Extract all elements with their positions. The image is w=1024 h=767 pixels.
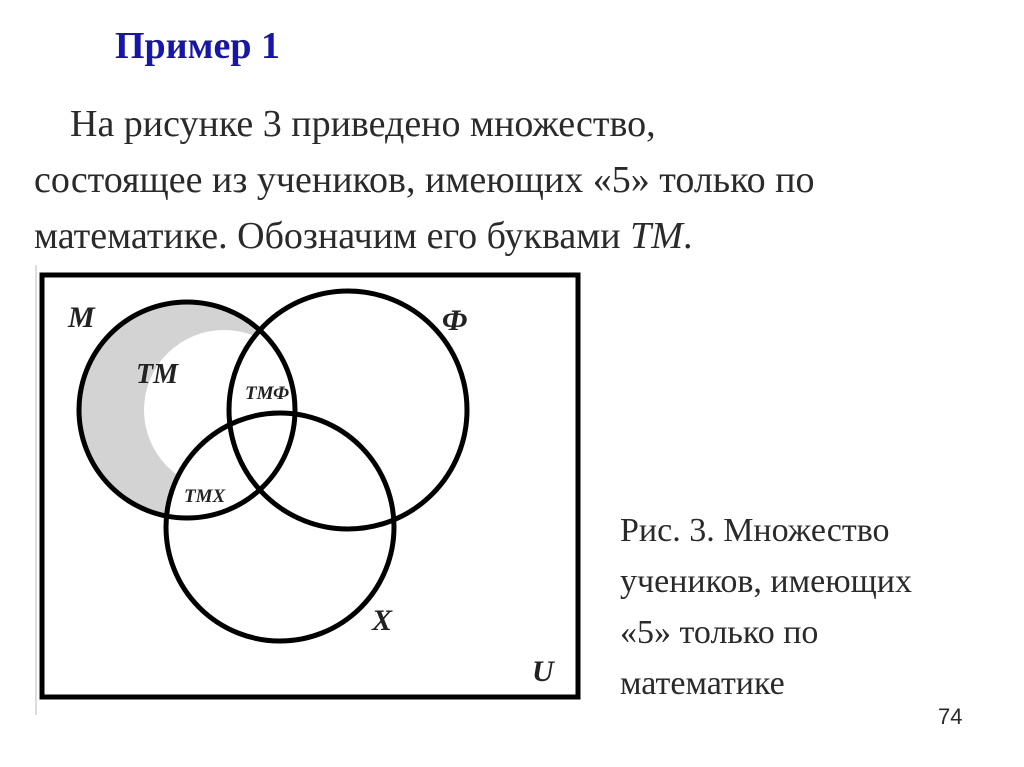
slide-title: Пример 1 [115,25,280,67]
figure-caption [620,505,1000,709]
label-set-m: М [68,301,95,334]
intro-line-1: На рисунке 3 приведено множество, [70,103,656,145]
caption-line-2: учеников, имеющих [620,563,913,600]
caption-line-1: Рис. 3. Множество [620,512,890,549]
set-name-tm: ТМ [630,215,683,257]
intro-line-2: состоящее из учеников, имеющих «5» только по [34,159,815,201]
intro-line-3 [34,208,994,264]
label-region-tm: ТМ [136,359,178,390]
intro-line-3-suffix: . [682,215,693,257]
caption-line-3: «5» только по [620,614,819,651]
label-region-tmf: ТМФ [245,383,290,404]
label-set-f: Ф [442,304,468,337]
venn-diagram [34,265,594,715]
caption-line-4: математике [620,665,785,702]
label-universe: U [532,655,554,688]
label-set-x: Х [372,604,393,637]
label-region-tmx: ТМХ [184,486,226,507]
intro-text [34,96,994,264]
intro-line-3-prefix: математике. Обозначим его буквами [34,215,631,257]
page-number: 74 [938,704,963,729]
